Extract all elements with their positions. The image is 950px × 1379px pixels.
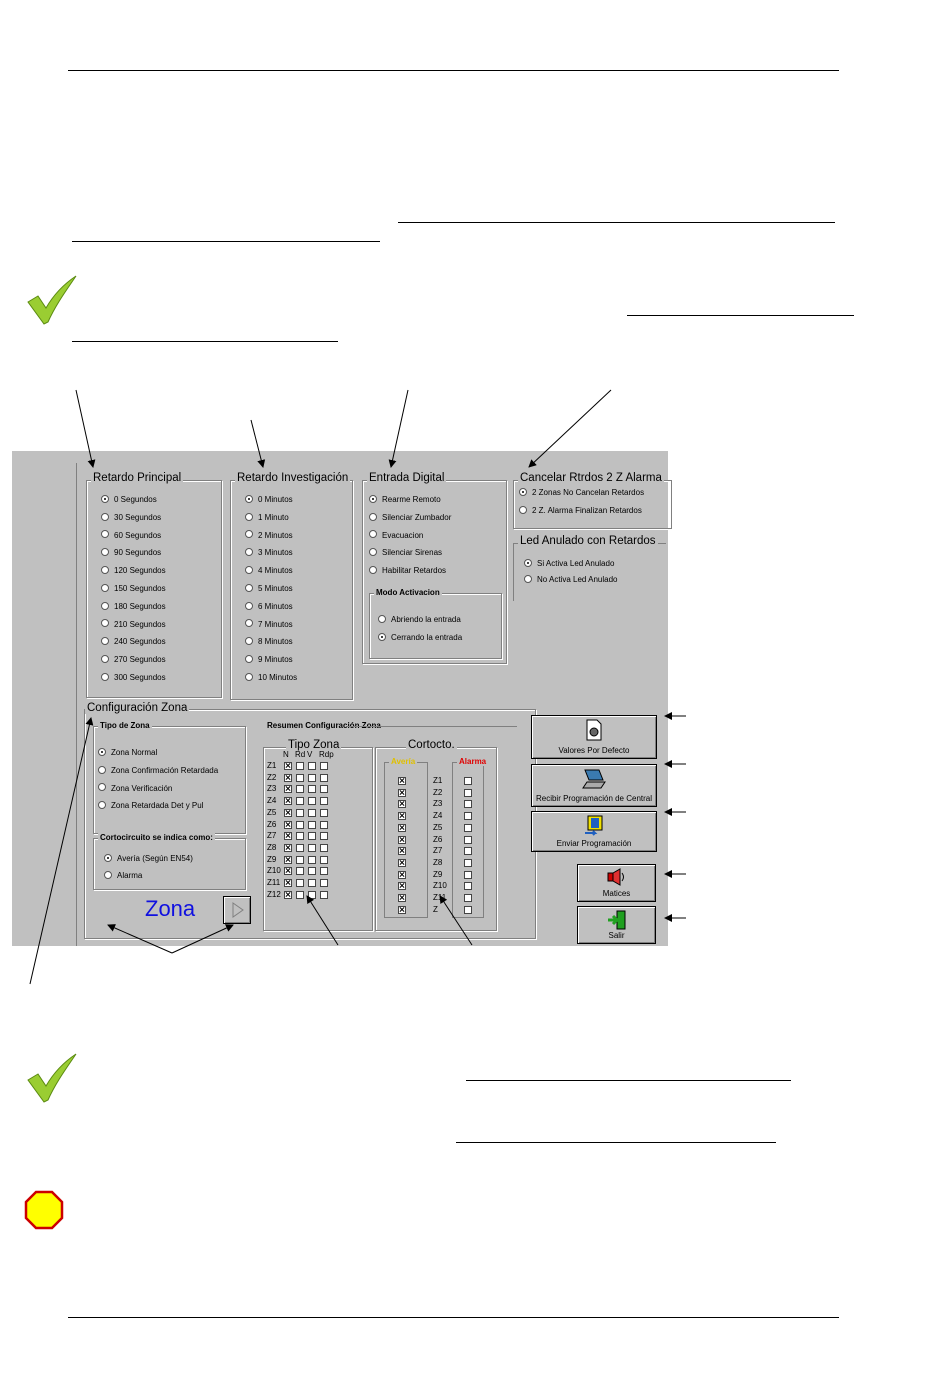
cancelar-retardos-title: Cancelar Rtrdos 2 Z Alarma	[520, 472, 662, 484]
tipo-zona-option-label: Zona Retardada Det y Pul	[111, 801, 204, 811]
alarma-title: Alarma	[459, 757, 487, 766]
retardo-principal-option-label: 0 Segundos	[114, 495, 157, 504]
zone-row-label: Z8	[267, 842, 277, 852]
entrada-digital-option-label: Silenciar Sirenas	[382, 548, 443, 558]
zone-row-label: Z8	[433, 857, 443, 867]
retardo-investigacion-option-label: 2 Minutos	[258, 530, 293, 540]
retardo-principal-option-label: 300 Segundos	[114, 673, 166, 682]
annotation-arrow	[440, 896, 472, 945]
zone-row-label: Z7	[433, 846, 443, 856]
zone-row-label: Z10	[267, 866, 281, 876]
entrada-digital-title: Entrada Digital	[369, 472, 445, 484]
zone-row-label: Z3	[267, 784, 277, 794]
retardo-principal-option-label: 180 Segundos	[114, 601, 166, 611]
valores-por-defecto-label: Valores Por Defecto	[558, 746, 630, 755]
zone-row-label: Z1	[267, 761, 277, 770]
retardo-investigacion-option-label: 10 Minutos	[258, 673, 298, 682]
retardo-investigacion-option-label: 8 Minutos	[258, 637, 293, 647]
led-anulado-option-label: No Activa Led Anulado	[537, 575, 618, 584]
matices-label: Matices	[602, 889, 631, 898]
annotation-arrow	[172, 925, 233, 953]
zone-row-label: Z6	[433, 834, 443, 844]
zone-row-label: Z1	[433, 776, 443, 785]
tipo-zona-option-label: Zona Normal	[111, 748, 158, 757]
tipo-zona-title: Tipo de Zona	[100, 721, 150, 730]
zone-row-label: Z2	[433, 787, 443, 797]
zone-row-label: Z6	[267, 819, 277, 829]
cortocircuito-option-label: Alarma	[117, 871, 143, 880]
zone-row-label: Z9	[433, 869, 443, 879]
annotation-arrow	[529, 390, 611, 467]
zone-row-label: Z2	[267, 772, 277, 782]
configuracion-zona-title: Configuración Zona	[87, 702, 188, 714]
cancelar-option-label: 2 Z. Alarma Finalizan Retardos	[532, 506, 642, 515]
retardo-investigacion-option-label: 5 Minutos	[258, 584, 293, 593]
entrada-digital-option-label: Habilitar Retardos	[382, 566, 447, 576]
retardo-principal-option-label: 270 Segundos	[114, 655, 166, 665]
annotation-arrow	[307, 896, 338, 945]
annotation-arrow	[30, 718, 91, 984]
averia-title: Avería	[391, 757, 416, 766]
modo-activacion-option-label: Abriendo la entrada	[391, 615, 461, 624]
retardo-investigacion-option-label: 6 Minutos	[258, 601, 293, 611]
tipo-zona-option-label: Zona Verificación	[111, 783, 173, 793]
tipo-zona-column-header: Rd	[295, 750, 306, 759]
zone-row-label: Z5	[433, 822, 443, 832]
entrada-digital-option-label: Evacuacion	[382, 530, 424, 540]
retardo-investigacion-option-label: 3 Minutos	[258, 548, 293, 558]
tipo-zona-column-header: Rdp	[319, 750, 334, 759]
salir-label: Salir	[608, 931, 625, 940]
zone-row-label: Z5	[267, 807, 277, 817]
zona-label: Zona	[145, 896, 196, 921]
retardo-principal-option-label: 120 Segundos	[114, 566, 166, 576]
retardo-investigacion-option-label: 4 Minutos	[258, 566, 293, 576]
zone-row-label: Z10	[433, 881, 447, 891]
tipo-zona-column-header: N	[283, 750, 289, 759]
zone-row-label: Z11	[433, 893, 447, 902]
retardo-principal-option-label: 60 Segundos	[114, 530, 162, 540]
cortocircuito-title: Cortocircuito se indica como:	[100, 833, 213, 842]
retardo-investigacion-option-label: 9 Minutos	[258, 655, 293, 665]
tipo-zona-summary-title: Tipo Zona	[288, 739, 340, 751]
cortocto-summary-title: Cortocto.	[408, 739, 455, 751]
cancelar-option-label: 2 Zonas No Cancelan Retardos	[532, 488, 645, 497]
zone-row-label: Z4	[433, 811, 443, 821]
annotation-arrow	[391, 390, 408, 467]
retardo-principal-option-label: 90 Segundos	[114, 548, 162, 558]
retardo-principal-option-label: 210 Segundos	[114, 619, 166, 629]
retardo-investigacion-title: Retardo Investigación	[237, 472, 349, 484]
zone-row-label: Z7	[267, 831, 277, 841]
annotation-arrow	[108, 925, 172, 953]
zone-row-label: Z12	[267, 889, 281, 899]
entrada-digital-option-label: Silenciar Zumbador	[382, 512, 452, 522]
zone-row-label: Z11	[267, 878, 281, 887]
led-anulado-option-label: Si Activa Led Anulado	[537, 559, 615, 568]
recibir-programacion-label: Recibir Programación de Central	[535, 794, 653, 803]
zone-row-label: Z9	[267, 854, 277, 864]
enviar-programacion-label: Enviar Programación	[556, 839, 632, 848]
annotation-arrow	[76, 390, 93, 467]
cortocircuito-option-label: Avería (Según EN54)	[117, 854, 193, 863]
retardo-investigacion-option-label: 1 Minuto	[258, 512, 289, 522]
retardo-principal-title: Retardo Principal	[93, 472, 182, 484]
retardo-principal-option-label: 240 Segundos	[114, 637, 166, 647]
entrada-digital-option-label: Rearme Remoto	[382, 495, 441, 504]
retardo-investigacion-option-label: 7 Minutos	[258, 619, 293, 629]
tipo-zona-column-header: V	[307, 750, 313, 759]
annotation-arrow	[251, 420, 263, 467]
zone-row-label: Z4	[267, 796, 277, 806]
zone-row-label: Z	[433, 904, 438, 914]
retardo-investigacion-option-label: 0 Minutos	[258, 495, 293, 504]
zone-row-label: Z3	[433, 799, 443, 809]
retardo-principal-option-label: 150 Segundos	[114, 584, 166, 593]
resumen-title: Resumen Configuración Zona	[267, 721, 381, 730]
modo-activacion-title: Modo Activacion	[376, 588, 440, 597]
led-anulado-title: Led Anulado con Retardos	[520, 535, 656, 547]
modo-activacion-option-label: Cerrando la entrada	[391, 633, 463, 642]
retardo-principal-option-label: 30 Segundos	[114, 512, 162, 522]
tipo-zona-option-label: Zona Confirmación Retardada	[111, 765, 219, 775]
